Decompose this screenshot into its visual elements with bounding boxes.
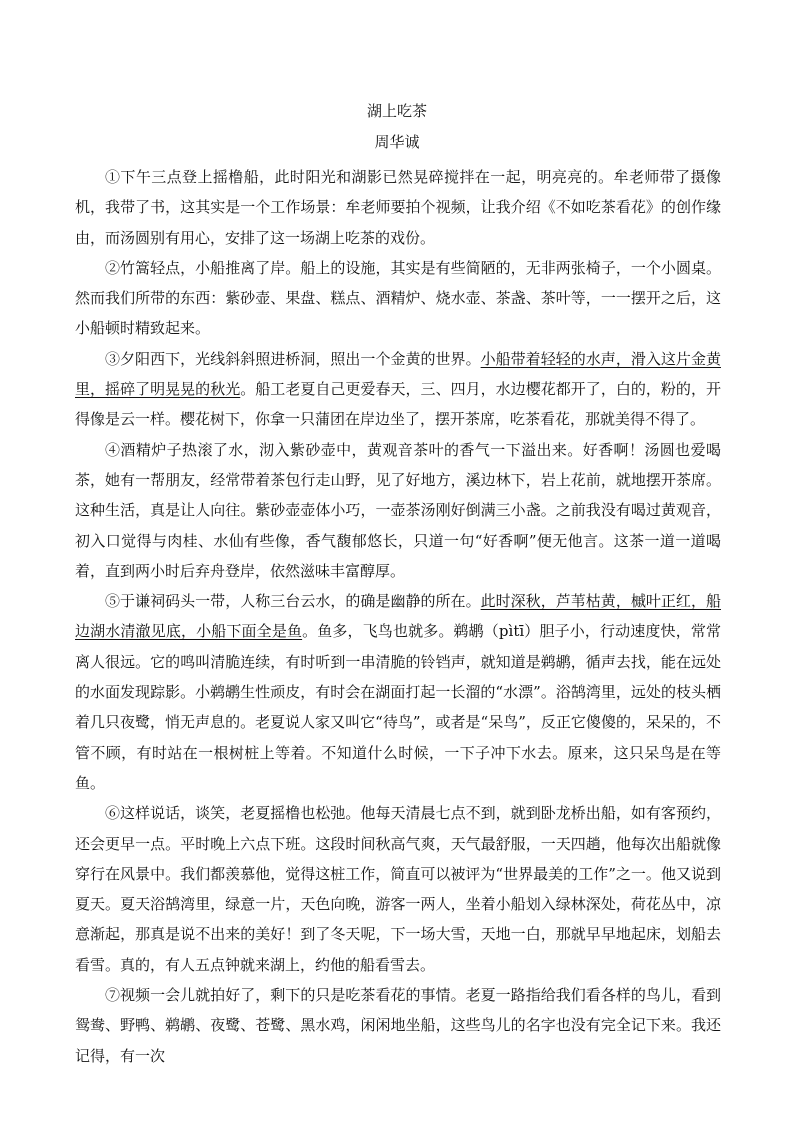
paragraph-text: 。船工老夏自己更爱春天，三、四月，水边樱花都开了，白的，粉的，开得像是云一样。樱花树下，你拿一只蒲团在岸边坐了，摆开茶席，吃茶看花，那就美得不得了。 [75,380,721,429]
paragraph-1 [75,162,721,253]
article-author: 周华诚 [374,133,420,151]
article-title: 湖上吃茶 [366,102,427,120]
paragraph-text: ⑤于谦祠码头一带，人称三台云水，的确是幽静的所在。 [105,592,481,611]
paragraph-7 [75,980,721,1071]
paragraph-text: 。鱼多，飞鸟也就多。鹈鹕（pìtī）胆子小，行动速度快，常常离人很远。它的鸣叫清脆连续，有时听到一串清脆的铃铛声，就知道是鹈鹕，循声去找，能在远处的水面发现踪影。小鹈鹕生性顽皮，有时会在湖面打起一长溜的“水漂”。浴鹄湾里，远处的枝头栖着几只夜鹭，悄无声息的。老夏说人家又叫它“待鸟”，或者是“呆鸟”，反正它傻傻的，呆呆的，不管不顾，有时站在一根树桩上等着。不知道什么时候，一下子冲下水去。原来，这只呆鸟是在等鱼。 [75,622,721,792]
paragraph-text: ③夕阳西下，光线斜斜照进桥洞，照出一个金黄的世界。 [105,349,481,368]
paragraph-text: ⑥这样说话，谈笑，老夏摇橹也松弛。他每天清晨七点不到，就到卧龙桥出船，如有客预约，还会更早一点。平时晚上六点下班。这段时间秋高气爽，天气最舒服，一天四趟，他每次出船就像穿行在风景中。我们都羡慕他，觉得这桩工作，简直可以被评为“世界最美的工作”之一。他又说到夏天。夏天浴鹄湾里，绿意一片，天色向晚，游客一两人，坐着小船划入绿林深处，荷花丛中，凉意渐起，那真是说不出来的美好！到了冬天呢，下一场大雪，天地一白，那就早早地起床，划船去看雪。真的，有人五点钟就来湖上，约他的船看雪去。 [75,804,721,974]
paragraph-text: ②竹篙轻点，小船推离了岸。船上的设施，其实是有些简陋的，无非两张椅子，一个小圆桌。然而我们所带的东西：紫砂壶、果盘、糕点、酒精炉、烧水壶、茶盏、茶叶等，一一摆开之后，这小船顿时精致起来。 [75,258,721,338]
article-body [75,162,721,1071]
underlined-sentence: 小船带着轻轻的水声，滑入这片金黄里，摇碎了明晃晃的秋光 [75,349,721,399]
paragraph-6 [75,798,721,980]
underlined-sentence: 此时深秋，芦苇枯黄，槭叶正红，船边湖水清澈见底，小船下面全是鱼 [75,592,721,641]
paragraph-text: ⑦视频一会儿就拍好了，剩下的只是吃茶看花的事情。老夏一路指给我们看各样的鸟儿，看到鸳鸯、野鸭、鹈鹕、夜鹭、苍鹭、黑水鸡，闲闲地坐船，这些鸟儿的名字也没有完全记下来。我还记得，有一次 [75,986,721,1065]
paragraph-2 [75,253,721,344]
paragraph-text: ④酒精炉子热滚了水，沏入紫砂壶中，黄观音茶叶的香气一下溢出来。好香啊！汤圆也爱喝茶，她有一帮朋友，经常带着茶包行走山野，见了好地方，溪边林下，岩上花前，就地摆开茶席。这种生活，真是让人向往。紫砂壶壶体小巧，一壶茶汤刚好倒满三小盏。之前我没有喝过黄观音，初入口觉得与肉桂、水仙有些像，香气馥郁悠长，只道一句“好香啊”便无他言。这茶一道一道喝着，直到两小时后弃舟登岸，依然滋味丰富醇厚。 [75,440,721,580]
paragraph-4 [75,435,721,586]
paragraph-5 [75,586,721,798]
paragraph-text: ①下午三点登上摇橹船，此时阳光和湖影已然晃碎搅拌在一起，明亮亮的。牟老师带了摄像机，我带了书，这其实是一个工作场景：牟老师要拍个视频，让我介绍《不如吃茶看花》的创作缘由，而汤圆别有用心，安排了这一场湖上吃茶的戏份。 [75,168,721,247]
paragraph-3 [75,344,721,435]
